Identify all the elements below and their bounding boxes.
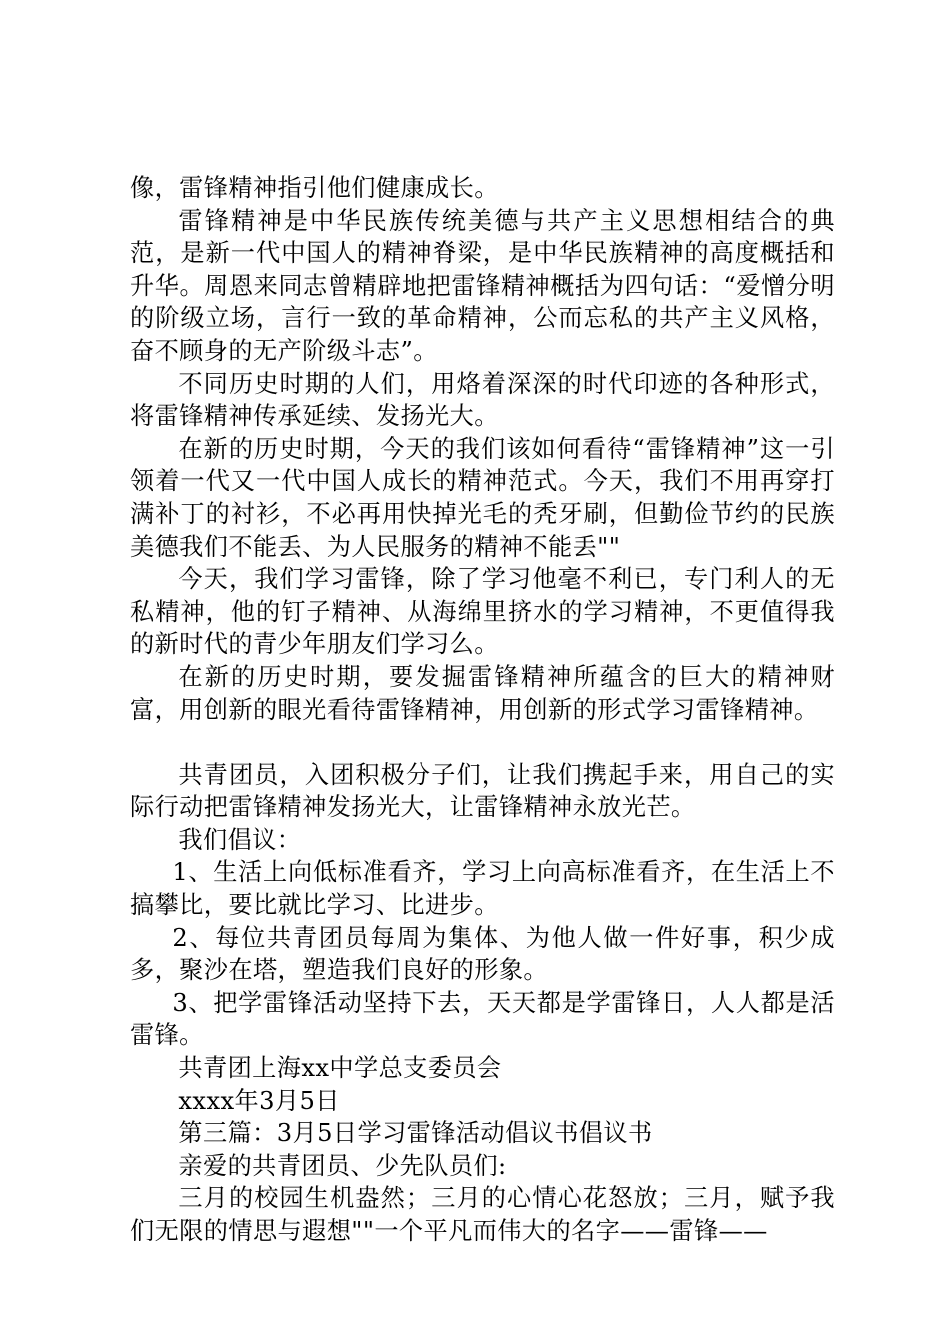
signature-date: xxxx年3月5日 bbox=[178, 1086, 340, 1115]
paragraph-lei-feng-spirit-definition: 雷锋精神是中华民族传统美德与共产主义思想相结合的典范，是新一代中国人的精神脊梁，是中华民族精神的高度概括和升华。周恩来同志曾精辟地把雷锋精神概括为四句话：“爱憎分明的阶级立场，言行一致的革命精神，公而忘私的共产主义风格，奋不顾身的无产阶级斗志”。 bbox=[130, 206, 835, 365]
proposal-item-2: 2、每位共青团员每周为集体、为他人做一件好事，积少成多，聚沙在塔，塑造我们良好的形象。 bbox=[130, 923, 835, 985]
salutation: 亲爱的共青团员、少先队员们: bbox=[178, 1151, 507, 1180]
document-page bbox=[130, 172, 835, 1248]
paragraph-proposal-heading: 我们倡议： bbox=[178, 825, 302, 854]
blank-line bbox=[130, 726, 835, 759]
proposal-item-3: 3、把学雷锋活动坚持下去，天天都是学雷锋日，人人都是活雷锋。 bbox=[130, 988, 835, 1050]
paragraph-continuation: 像，雷锋精神指引他们健康成长。 bbox=[130, 174, 499, 202]
paragraph-innovation: 在新的历史时期，要发掘雷锋精神所蕴含的巨大的精神财富，用创新的眼光看待雷锋精神，用创新的形式学习雷锋精神。 bbox=[130, 662, 835, 724]
paragraph-march-campus: 三月的校园生机盎然；三月的心情心花怒放；三月，赋予我们无限的情思与遐想""一个平凡而伟大的名字——雷锋—— bbox=[130, 1184, 835, 1245]
paragraph-new-era: 在新的历史时期，今天的我们该如何看待“雷锋精神”这一引领着一代又一代中国人成长的精神范式。今天，我们不用再穿打满补丁的衬衫，不必再用快掉光毛的秃牙刷，但勤俭节约的民族美德我们不能丢、为人民服务的精神不能丢"" bbox=[130, 434, 835, 561]
paragraph-historical-periods: 不同历史时期的人们，用烙着深深的时代印迹的各种形式，将雷锋精神传承延续、发扬光大。 bbox=[130, 369, 835, 431]
paragraph-learning-today: 今天，我们学习雷锋，除了学习他毫不利已，专门利人的无私精神，他的钉子精神、从海绵里挤水的学习精神，不更值得我的新时代的青少年朋友们学习么。 bbox=[130, 565, 835, 659]
proposal-item-1: 1、生活上向低标准看齐，学习上向高标准看齐，在生活上不搞攀比，要比就比学习、比进步。 bbox=[130, 858, 835, 920]
section-title-third: 第三篇：3月5日学习雷锋活动倡议书倡议书 bbox=[178, 1119, 653, 1148]
signature-organization: 共青团上海xx中学总支委员会 bbox=[178, 1054, 502, 1083]
paragraph-call-to-action: 共青团员，入团积极分子们，让我们携起手来，用自己的实际行动把雷锋精神发扬光大，让雷锋精神永放光芒。 bbox=[130, 760, 835, 822]
